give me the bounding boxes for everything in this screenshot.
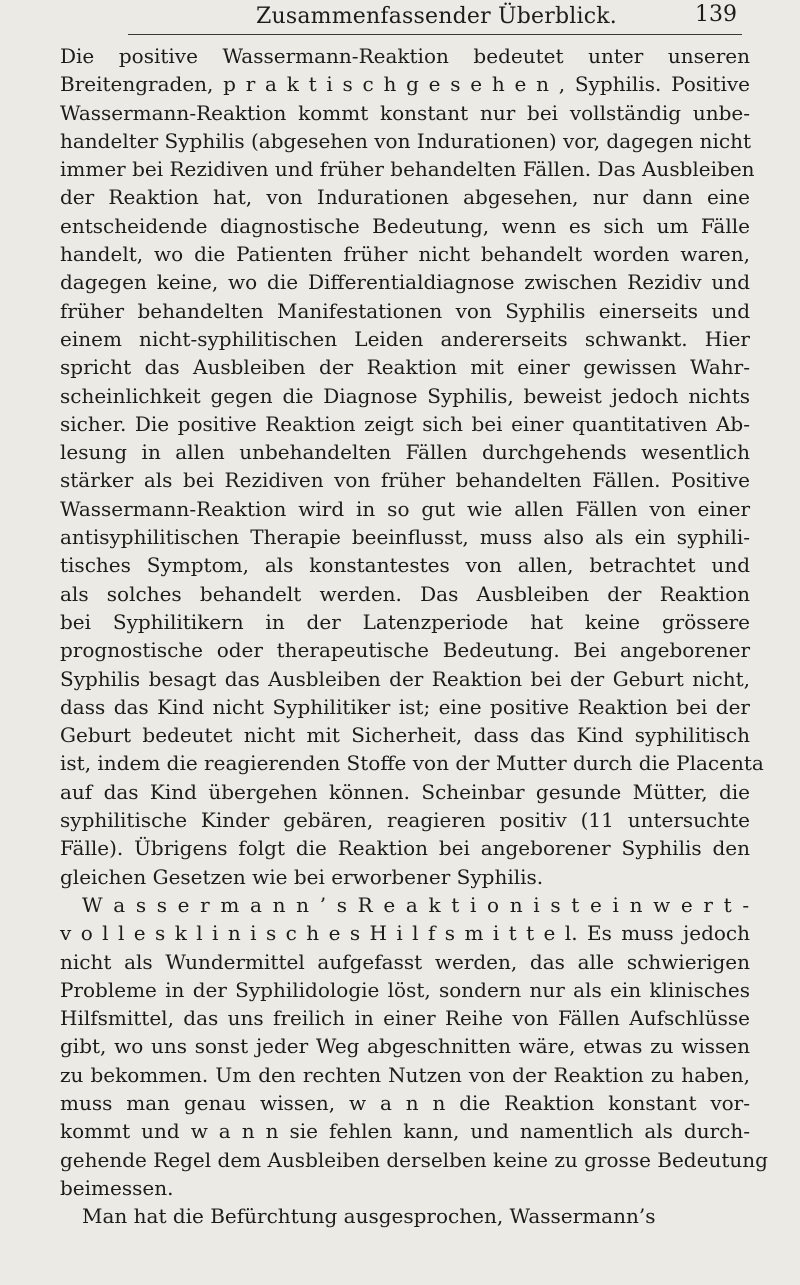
text-line: tisches Symptom, als konstantestes von allen, betrachtet und	[60, 553, 750, 578]
text-line: Die positive Wassermann-Reaktion bedeutet unter unseren	[60, 44, 750, 68]
text-line: Wassermann-Reaktion wird in so gut wie allen Fällen von einer	[60, 496, 750, 521]
text-line: als solches behandelt werden. Das Ausbleiben der Reaktion	[60, 581, 750, 606]
text-line: gleichen Gesetzen wie bei erworbener Syphilis.	[60, 864, 544, 889]
text-line: zu bekommen. Um den rechten Nutzen von der Reaktion zu haben,	[60, 1062, 750, 1087]
running-head-title: Zusammenfassender Überblick.	[256, 4, 617, 29]
text-line: früher behandelten Manifestationen von Syphilis einerseits und	[60, 298, 750, 323]
header-rule	[128, 34, 742, 35]
text-line: bei Syphilitikern in der Latenzperiode hat keine grössere	[60, 609, 750, 634]
text-line: einem nicht-syphilitischen Leiden andererseits schwankt. Hier	[60, 326, 750, 351]
text-line: antisyphilitischen Therapie beeinflusst, muss also als ein syphili-	[60, 525, 750, 550]
text-line: Syphilis besagt das Ausbleiben der Reaktion bei der Geburt nicht,	[60, 666, 750, 691]
text-line: Fälle). Übrigens folgt die Reaktion bei angeborener Syphilis den	[60, 836, 750, 861]
text-line: syphilitische Kinder gebären, reagieren positiv (11 untersuchte	[60, 808, 750, 833]
text-line: Man hat die Befürchtung ausgesprochen, Wassermann’s	[82, 1204, 656, 1229]
text-line: spricht das Ausbleiben der Reaktion mit einer gewissen Wahr-	[60, 355, 750, 380]
text-line: lesung in allen unbehandelten Fällen durchgehends wesentlich	[60, 440, 750, 465]
page-number: 139	[695, 2, 737, 27]
text-line: Geburt bedeutet nicht mit Sicherheit, dass das Kind syphilitisch	[60, 723, 750, 748]
text-line: immer bei Rezidiven und früher behandelten Fällen. Das Ausbleiben	[60, 157, 755, 182]
text-line: W a s s e r m a n n ’ s R e a k t i o n i s t e i n w e r t -	[82, 892, 750, 917]
body-text	[60, 42, 768, 1230]
text-line: Breitengraden, p r a k t i s c h g e s e h e n , Syphilis. Positive	[60, 72, 750, 97]
text-line: scheinlichkeit gegen die Diagnose Syphilis, beweist jedoch nichts	[60, 383, 750, 408]
text-line: entscheidende diagnostische Bedeutung, wenn es sich um Fälle	[60, 213, 750, 238]
text-line: Hilfsmittel, das uns freilich in einer Reihe von Fällen Aufschlüsse	[60, 1006, 750, 1031]
text-line: dass das Kind nicht Syphilitiker ist; eine positive Reaktion bei der	[60, 694, 750, 719]
text-line: der Reaktion hat, von Indurationen abgesehen, nur dann eine	[60, 185, 750, 210]
text-line: gehende Regel dem Ausbleiben derselben keine zu grosse Bedeutung	[60, 1147, 768, 1172]
text-line: ist, indem die reagierenden Stoffe von der Mutter durch die Placenta	[60, 751, 764, 776]
text-line: kommt und w a n n sie fehlen kann, und namentlich als durch-	[60, 1119, 750, 1144]
text-line: auf das Kind übergehen können. Scheinbar gesunde Mütter, die	[60, 779, 750, 804]
text-line: v o l l e s k l i n i s c h e s H i l f s m i t t e l. Es muss jedoch	[60, 921, 750, 946]
text-line: stärker als bei Rezidiven von früher behandelten Fällen. Positive	[60, 468, 750, 493]
text-line: handelter Syphilis (abgesehen von Indurationen) vor, dagegen nicht	[60, 128, 752, 153]
text-line: muss man genau wissen, w a n n die Reaktion konstant vor-	[60, 1090, 750, 1115]
text-line: handelt, wo die Patienten früher nicht behandelt worden waren,	[60, 242, 750, 267]
text-line: Wassermann-Reaktion kommt konstant nur bei vollständig unbe-	[60, 100, 750, 125]
text-line: Probleme in der Syphilidologie löst, sondern nur als ein klinisches	[60, 977, 750, 1002]
text-line: prognostische oder therapeutische Bedeutung. Bei angeborener	[60, 638, 750, 663]
text-line: dagegen keine, wo die Differentialdiagnose zwischen Rezidiv und	[60, 270, 750, 295]
text-line: nicht als Wundermittel aufgefasst werden, das alle schwierigen	[60, 949, 750, 974]
text-line: sicher. Die positive Reaktion zeigt sich bei einer quantitativen Ab-	[60, 411, 750, 436]
text-line: gibt, wo uns sonst jeder Weg abgeschnitten wäre, etwas zu wissen	[60, 1034, 750, 1059]
text-line: beimessen.	[60, 1175, 174, 1200]
